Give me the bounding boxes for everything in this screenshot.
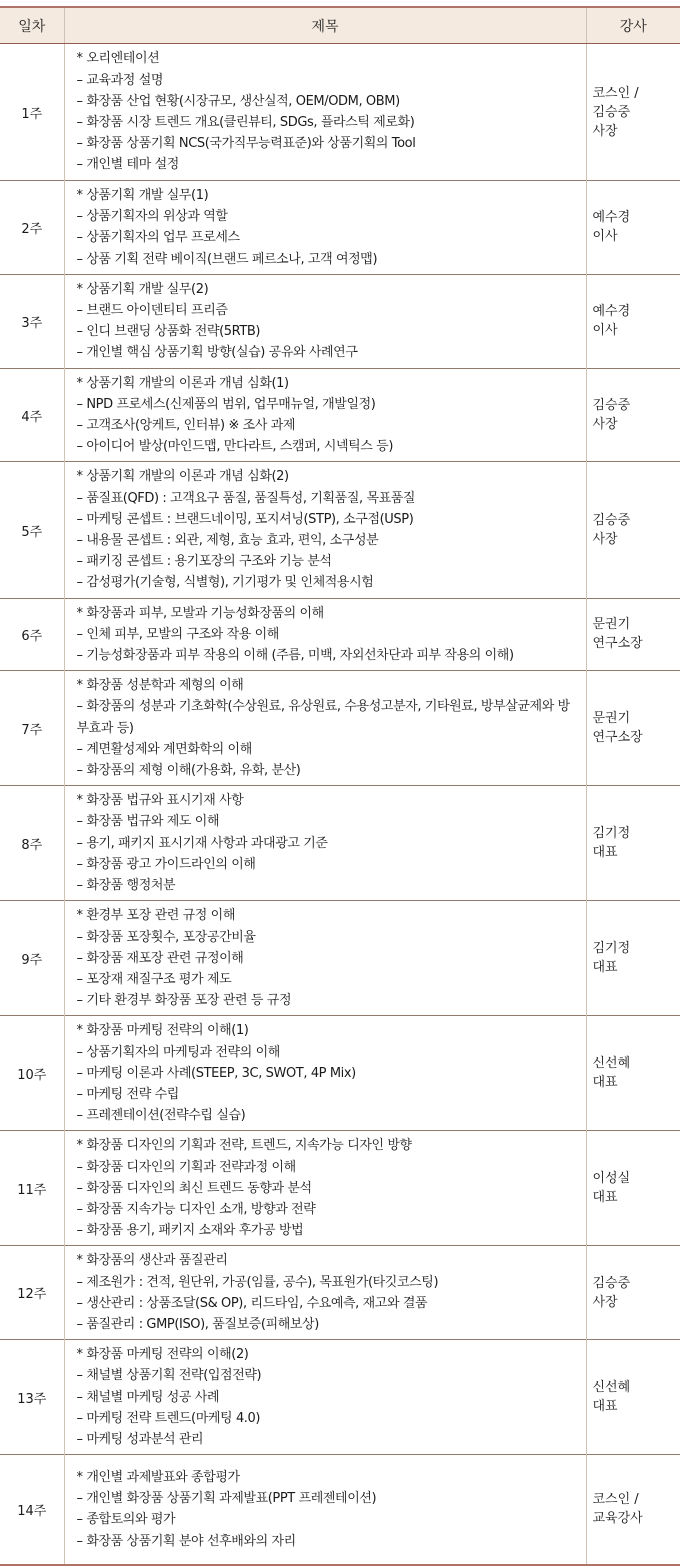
instructor-cell [586, 786, 680, 901]
content-cell [64, 671, 586, 786]
instructor-line: 대표 [592, 1075, 618, 1091]
table-row [0, 274, 680, 368]
content-cell [64, 181, 586, 275]
table-row [0, 368, 680, 462]
topic-item: – 개인별 테마 설정 [76, 157, 179, 173]
week-cell: 4주 [21, 409, 43, 425]
topic-item: – 상품기획자의 업무 프로세스 [76, 230, 240, 246]
topic-item: – 패키징 콘셉트 : 용기포장의 구조와 기능 분석 [76, 554, 332, 570]
instructor-cell [586, 274, 680, 368]
topic-item: – 마케팅 콘셉트 : 브랜드네이밍, 포지셔닝(STP), 소구점(USP) [76, 511, 414, 527]
instructor-line: 김승중 [592, 104, 631, 120]
instructor-cell [586, 1340, 680, 1455]
table-header [0, 7, 680, 44]
week-cell: 1주 [21, 106, 43, 122]
topic-heading: * 화장품의 생산과 품질관리 [76, 1253, 228, 1269]
week-cell: 6주 [21, 628, 43, 644]
instructor-cell [586, 1131, 680, 1246]
header-instructor: 강사 [586, 7, 680, 44]
topic-item: – 내용물 콘셉트 : 외관, 제형, 효능 효과, 편익, 소구성분 [76, 533, 379, 549]
instructor-cell [586, 671, 680, 786]
topic-heading: * 상품기획 개발의 이론과 개념 심화(1) [76, 375, 289, 391]
topic-item: – 상품 기획 전략 베이직(브랜드 페르소나, 고객 여정맵) [76, 251, 378, 267]
topic-item: – 용기, 패키지 표시기재 사항과 과대광고 기준 [76, 835, 328, 851]
topic-item: – 화장품 법규와 제도 이해 [76, 814, 220, 830]
content-cell [64, 1455, 586, 1565]
topic-item: – 화장품 상품기획 NCS(국가직무능력표준)와 상품기획의 Tool [76, 136, 416, 152]
instructor-line: 사장 [592, 532, 618, 548]
instructor-line: 김승중 [592, 398, 631, 414]
week-cell: 5주 [21, 524, 43, 540]
table-row [0, 44, 680, 181]
instructor-line: 사장 [592, 417, 618, 433]
week-cell: 2주 [21, 221, 43, 237]
topic-item: – NPD 프로세스(신제품의 범위, 업무매뉴얼, 개발일정) [76, 396, 376, 412]
instructor-line: 연구소장 [592, 730, 643, 746]
instructor-cell [586, 1246, 680, 1340]
topic-item: – 인체 피부, 모발의 구조와 작용 이해 [76, 626, 279, 642]
week-cell: 3주 [21, 315, 43, 331]
topic-item: – 포장재 재질구조 평가 제도 [76, 971, 232, 987]
week-cell: 8주 [21, 837, 43, 853]
content-cell [64, 274, 586, 368]
topic-item: – 화장품의 성분과 기초화학(수상원료, 유상원료, 수용성고분자, 기타원료, 방부살균제와 방부효과 등) [76, 699, 570, 736]
content-cell [64, 1246, 586, 1340]
topic-item: – 화장품 광고 가이드라인의 이해 [76, 856, 256, 872]
week-cell: 7주 [21, 722, 43, 738]
instructor-line: 신선혜 [592, 1380, 631, 1396]
instructor-line: 대표 [592, 960, 618, 976]
instructor-cell [586, 1455, 680, 1565]
topic-item: – 화장품의 제형 이해(가용화, 유화, 분산) [76, 763, 301, 779]
instructor-cell [586, 462, 680, 598]
content-cell [64, 462, 586, 598]
topic-item: – 상품기획자의 마케팅과 전략의 이해 [76, 1044, 280, 1060]
table-body [0, 44, 680, 1565]
topic-item: – 고객조사(앙케트, 인터뷰) ※ 조사 과제 [76, 418, 296, 434]
topic-item: – 화장품 산업 현황(시장규모, 생산실적, OEM/ODM, OBM) [76, 93, 400, 109]
topic-item: – 감성평가(기술형, 식별형), 기기평가 및 인체적용시험 [76, 575, 374, 591]
header-day: 일차 [0, 7, 64, 44]
instructor-line: 코스인 / [592, 85, 639, 101]
topic-item: – 종합토의와 평가 [76, 1512, 176, 1528]
content-cell [64, 44, 586, 181]
instructor-line: 이성실 [592, 1171, 631, 1187]
topic-item: – 화장품 용기, 패키지 소재와 후가공 방법 [76, 1223, 304, 1239]
table-row [0, 181, 680, 275]
topic-item: – 제조원가 : 견적, 원단위, 가공(임률, 공수), 목표원가(타깃코스팅) [76, 1274, 439, 1290]
topic-item: – 인디 브랜딩 상품화 전략(5RTB) [76, 324, 261, 340]
content-cell [64, 1340, 586, 1455]
instructor-line: 문권기 [592, 711, 631, 727]
topic-item: – 마케팅 이론과 사례(STEEP, 3C, SWOT, 4P Mix) [76, 1065, 356, 1081]
topic-item: – 교육과정 설명 [76, 72, 164, 88]
instructor-line: 코스인 / [592, 1492, 639, 1508]
topic-item: – 아이디어 발상(마인드맵, 만다라트, 스캠퍼, 시넥틱스 등) [76, 439, 394, 455]
instructor-cell [586, 368, 680, 462]
topic-item: – 생산관리 : 상품조달(S& OP), 리드타임, 수요예측, 재고와 결품 [76, 1295, 428, 1311]
instructor-cell [586, 44, 680, 181]
topic-item: – 개인별 핵심 상품기획 방향(실습) 공유와 사례연구 [76, 345, 358, 361]
instructor-cell [586, 181, 680, 275]
instructor-line: 예수경 [592, 304, 631, 320]
content-cell [64, 1016, 586, 1131]
instructor-line: 교육강사 [592, 1511, 643, 1527]
instructor-line: 김기정 [592, 941, 631, 957]
instructor-line: 김승중 [592, 513, 631, 529]
topic-heading: * 상품기획 개발 실무(1) [76, 188, 209, 203]
instructor-line: 연구소장 [592, 636, 643, 652]
topic-item: – 마케팅 전략 트렌드(마케팅 4.0) [76, 1410, 261, 1426]
week-cell: 13주 [17, 1391, 47, 1407]
table-row [0, 786, 680, 901]
topic-item: – 마케팅 전략 수립 [76, 1086, 179, 1102]
topic-item: – 개인별 화장품 상품기획 과제발표(PPT 프레젠테이션) [76, 1491, 377, 1507]
table-row [0, 1246, 680, 1340]
topic-heading: * 개인별 과제발표와 종합평가 [76, 1470, 240, 1486]
week-cell: 11주 [17, 1182, 47, 1198]
topic-item: – 화장품 지속가능 디자인 소개, 방향과 전략 [76, 1201, 316, 1217]
table-row [0, 1016, 680, 1131]
topic-heading: * 화장품 마케팅 전략의 이해(2) [76, 1347, 249, 1363]
instructor-cell [586, 901, 680, 1016]
instructor-line: 문권기 [592, 617, 631, 633]
topic-item: – 기능성화장품과 피부 작용의 이해 (주름, 미백, 자외선차단과 피부 작용의 이해) [76, 648, 514, 664]
instructor-line: 사장 [592, 123, 618, 139]
topic-heading: * 화장품 성분학과 제형의 이해 [76, 678, 244, 694]
week-cell: 14주 [17, 1503, 47, 1519]
instructor-line: 대표 [592, 1190, 618, 1206]
table-row [0, 901, 680, 1016]
instructor-cell [586, 598, 680, 671]
topic-item: – 품질표(QFD) : 고객요구 품질, 품질특성, 기획품질, 목표품질 [76, 490, 416, 506]
table-row [0, 462, 680, 598]
topic-item: – 화장품 디자인의 기획과 전략과정 이해 [76, 1159, 296, 1175]
topic-item: – 화장품 디자인의 최신 트렌드 동향과 분석 [76, 1180, 312, 1196]
content-cell [64, 901, 586, 1016]
topic-item: – 브랜드 아이덴티티 프리즘 [76, 303, 228, 319]
topic-item: – 품질관리 : GMP(ISO), 품질보증(피해보상) [76, 1316, 319, 1332]
topic-heading: * 화장품 법규와 표시기재 사항 [76, 793, 244, 809]
topic-item: – 마케팅 성과분석 관리 [76, 1431, 204, 1447]
table-row [0, 671, 680, 786]
topic-item: – 상품기획자의 위상과 역할 [76, 209, 228, 225]
instructor-line: 예수경 [592, 210, 631, 226]
week-cell: 12주 [17, 1287, 47, 1303]
instructor-line: 신선혜 [592, 1056, 631, 1072]
instructor-line: 대표 [592, 845, 618, 861]
topic-heading: * 화장품 마케팅 전략의 이해(1) [76, 1023, 249, 1039]
content-cell [64, 368, 586, 462]
topic-heading: * 환경부 포장 관련 규정 이해 [76, 908, 235, 924]
topic-heading: * 화장품 디자인의 기획과 전략, 트렌드, 지속가능 디자인 방향 [76, 1138, 412, 1154]
content-cell [64, 1131, 586, 1246]
table-row [0, 1455, 680, 1565]
topic-item: – 화장품 포장횟수, 포장공간비율 [76, 929, 256, 945]
week-cell: 10주 [17, 1067, 47, 1083]
table-row [0, 1131, 680, 1246]
curriculum-table [0, 6, 680, 1566]
instructor-line: 이사 [592, 229, 618, 245]
topic-item: – 화장품 시장 트렌드 개요(클린뷰티, SDGs, 플라스틱 제로화) [76, 115, 415, 130]
topic-item: – 화장품 재포장 관련 규정이해 [76, 950, 244, 966]
topic-item: – 프레젠테이션(전략수립 실습) [76, 1108, 246, 1124]
table-row [0, 1340, 680, 1455]
topic-heading: * 화장품과 피부, 모발과 기능성화장품의 이해 [76, 605, 324, 621]
topic-item: – 기타 환경부 화장품 포장 관련 등 규정 [76, 993, 292, 1009]
instructor-line: 대표 [592, 1399, 618, 1415]
topic-item: – 계면활성제와 계면화학의 이해 [76, 741, 252, 757]
week-cell: 9주 [21, 952, 43, 968]
content-cell [64, 786, 586, 901]
topic-item: – 화장품 상품기획 분야 선후배와의 자리 [76, 1533, 296, 1549]
instructor-line: 김승중 [592, 1275, 631, 1291]
instructor-line: 김기정 [592, 826, 631, 842]
instructor-cell [586, 1016, 680, 1131]
topic-item: – 채널별 상품기획 전략(입점전략) [76, 1368, 262, 1384]
instructor-line: 이사 [592, 323, 618, 339]
content-cell [64, 598, 586, 671]
topic-heading: * 상품기획 개발의 이론과 개념 심화(2) [76, 469, 289, 485]
instructor-line: 사장 [592, 1294, 618, 1310]
topic-item: – 화장품 행정처분 [76, 878, 176, 894]
topic-heading: * 상품기획 개발 실무(2) [76, 281, 209, 297]
table-row [0, 598, 680, 671]
topic-heading: * 오리엔테이션 [76, 51, 160, 67]
topic-item: – 채널별 마케팅 성공 사례 [76, 1389, 220, 1405]
header-title: 제목 [64, 7, 586, 44]
